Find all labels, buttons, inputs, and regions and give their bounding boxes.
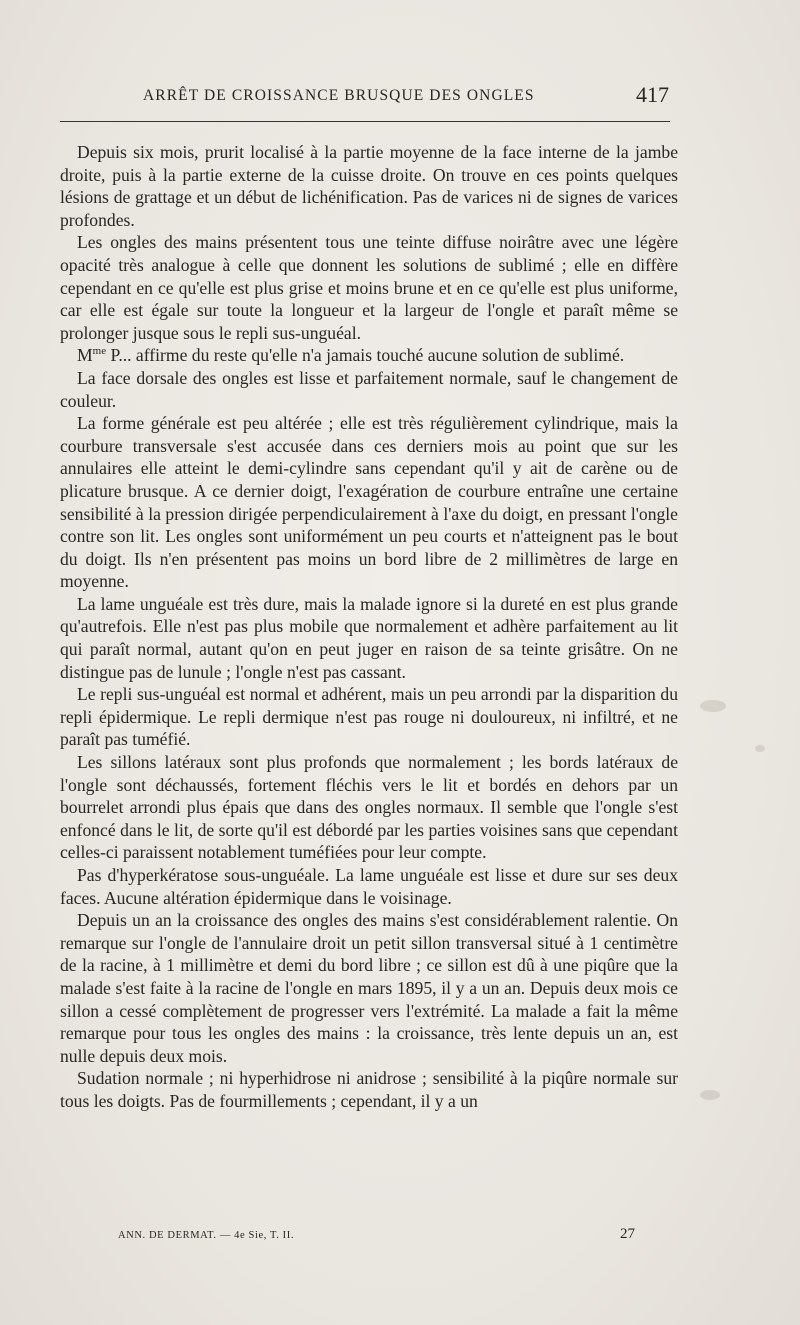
running-title: ARRÊT DE CROISSANCE BRUSQUE DES ONGLES (143, 87, 535, 104)
honorific: M (77, 345, 93, 366)
paragraph: Depuis six mois, prurit localisé à la partie moyenne de la face interne de la jambe droite, puis à la partie externe de la cuisse droite. On trouve en ces points quelques lésions de grattage et un début de lichénification. Pas de varices ni de signes de varices profondes. (60, 142, 678, 230)
ink-smudge (700, 700, 726, 712)
signature-mark: 27 (620, 1226, 635, 1242)
honorific-superscript: me (92, 345, 107, 358)
ink-smudge (755, 745, 765, 752)
paragraph: Le repli sus-unguéal est normal et adhérent, mais un peu arrondi par la disparition du repli épidermique. Le repli dermique n'est pas rouge ni douloureux, ni infiltré, et ne paraît pas tuméfié. (60, 684, 678, 750)
paragraph: Depuis un an la croissance des ongles des mains s'est considérablement ralentie. On remarque sur l'ongle de l'annulaire droit un petit sillon transversal situé à 1 centimètre de la racine, à 1 millimètre et demi du bord libre ; ce sillon est dû à une piqûre que la malade s'est faite à la racine de l'ongle en mars 1895, il y a un an. Depuis deux mois ce sillon a cessé complètement de progresser vers l'extrémité. La malade a fait la même remarque pour tous les ongles des mains : la croissance, très lente depuis un an, est nulle depuis deux mois. (60, 910, 678, 1066)
header-rule (60, 121, 670, 122)
journal-reference: ANN. DE DERMAT. — 4e Sie, T. II. (118, 1230, 295, 1241)
paragraph: Sudation normale ; ni hyperhidrose ni anidrose ; sensibilité à la piqûre normale sur tous les doigts. Pas de fourmillements ; cependant, il y a un (60, 1068, 678, 1111)
paragraph: La face dorsale des ongles est lisse et parfaitement normale, sauf le changement de couleur. (60, 367, 678, 411)
paragraph: La lame unguéale est très dure, mais la malade ignore si la dureté en est plus grande qu'autrefois. Elle n'est pas plus mobile que normalement et adhère parfaitement au lit qui paraît normal, autant qu'on en peut juger en raison de sa teinte grisâtre. On ne distingue pas de lunule ; l'ongle n'est pas cassant. (60, 593, 678, 682)
paragraph (60, 344, 678, 367)
paragraph: Les ongles des mains présentent tous une teinte diffuse noirâtre avec une légère opacité très analogue à celle que donnent les solutions de sublimé ; elle en diffère cependant en ce qu'elle est plus grise et moins brune et en ce qu'elle est plus uniforme, car elle est égale sur toute la longueur et la largeur de l'ongle et paraît même se prolonger jusque sous le repli sus-unguéal. (60, 232, 678, 343)
page-number: 417 (636, 82, 669, 107)
paragraph: Les sillons latéraux sont plus profonds que normalement ; les bords latéraux de l'ongle sont déchaussés, fortement fléchis vers le lit et bordés en dehors par un bourrelet arrondi plus épais que dans des ongles normaux. Il semble que l'ongle s'est enfoncé dans le lit, de sorte qu'il est débordé par les parties voisines sans que cependant celles-ci paraissent notablement tuméfiées pour leur compte. (60, 752, 678, 863)
article-body (60, 141, 678, 1113)
ink-smudge (700, 1090, 720, 1100)
paragraph-text: P... affirme du reste qu'elle n'a jamais touché aucune solution de sublimé. (106, 345, 625, 366)
paragraph: La forme générale est peu altérée ; elle est très régulièrement cylindrique, mais la courbure transversale s'est accusée dans ces derniers mois au point que sur les annulaires elle atteint le demi-cylindre sans cependant qu'il y ait de carène ou de plicature brusque. A ce dernier doigt, l'exagération de courbure entraîne une certaine sensibilité à la pression dirigée perpendiculairement à l'axe du doigt, en pressant l'ongle contre son lit. Les ongles sont uniformément un peu courts et n'atteignent pas le bout du doigt. Ils n'en présentent pas moins un bord libre de 2 millimètres de large en moyenne. (60, 413, 678, 592)
running-head (143, 82, 673, 112)
paragraph: Pas d'hyperkératose sous-unguéale. La lame unguéale est lisse et dure sur ses deux faces. Aucune altération épidermique dans le voisinage. (60, 865, 678, 908)
page-footer (118, 1226, 638, 1246)
